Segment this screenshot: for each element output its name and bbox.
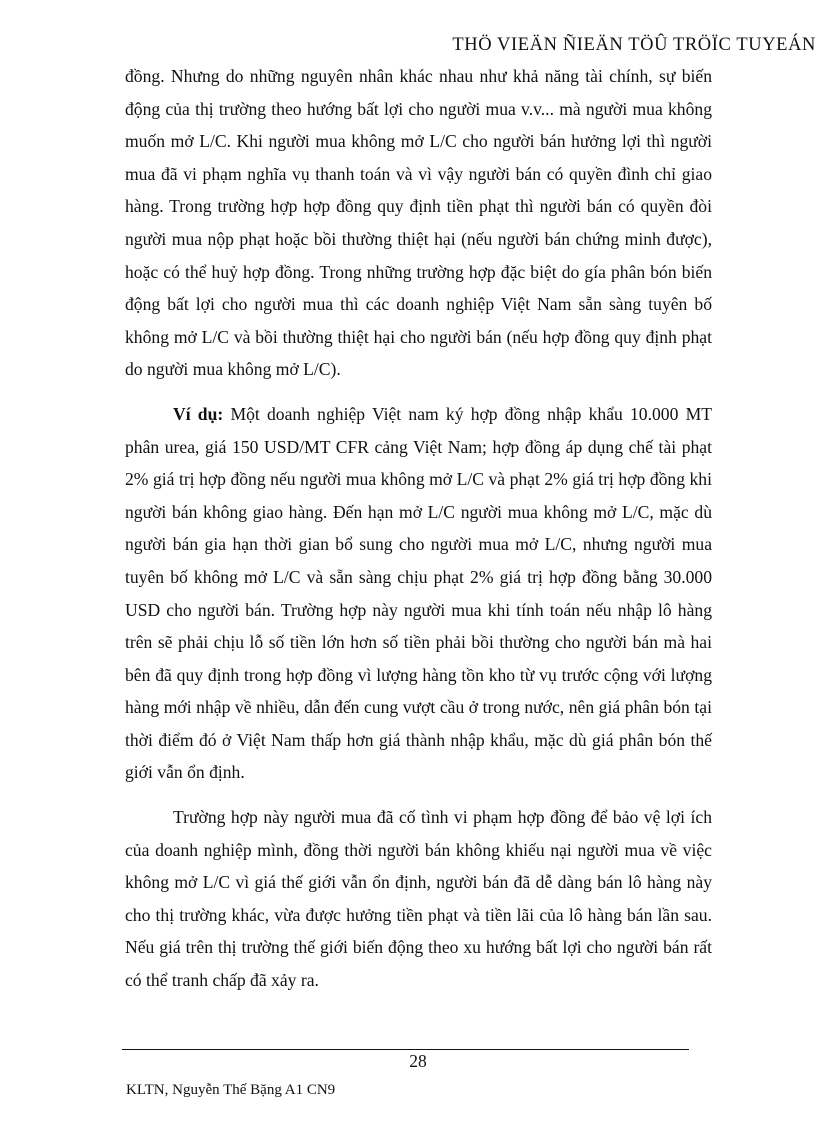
paragraph-conclusion: Trường hợp này người mua đã cố tình vi phạm hợp đồng để bảo vệ lợi ích của doanh nghiệp mình, đồng thời người bán không khiếu nại người mua về việc không mở L/C vì giá thế giới vẫn ổn định, người bán đã dễ dàng bán lô hàng này cho thị trường khác, vừa được hưởng tiền phạt và tiền lãi của lô hàng bán lần sau. Nếu giá trên thị trường thế giới biến động theo xu hướng bất lợi cho người bán rất có thể tranh chấp đã xảy ra. (125, 807, 712, 991)
footer-author-line: KLTN, Nguyễn Thế Bặng A1 CN9 (126, 1082, 336, 1098)
example-label: Ví dụ: (173, 403, 224, 424)
page-number: 28 (409, 1051, 427, 1071)
paragraph-continuation: đồng. Nhưng do những nguyên nhân khác nhau như khả năng tài chính, sự biến động của thị trường theo hướng bất lợi cho người mua v.v... mà người mua không muốn mở L/C. Khi người mua không mở L/C cho người bán hưởng lợi thì người mua đã vi phạm nghĩa vụ thanh toán và vì vậy người bán có quyền đình chỉ giao hàng. Trong trường hợp hợp đồng quy định tiền phạt thì người bán có quyền đòi người mua nộp phạt hoặc bồi thường thiệt hại (nếu người bán chứng minh được), hoặc có thể huỷ hợp đồng. Trong những trường hợp đặc biệt do gía phân bón biến động bất lợi cho người mua thì các doanh nghiệp Việt Nam sẵn sàng tuyên bố không mở L/C và bồi thường thiệt hại cho người bán (nếu hợp đồng quy định phạt do người mua không mở L/C). (125, 66, 712, 380)
example-text: Một doanh nghiệp Việt nam ký hợp đồng nhập khẩu 10.000 MT phân urea, giá 150 USD/MT CFR cảng Việt Nam; hợp đồng áp dụng chế tài phạt 2% giá trị hợp đồng nếu người mua không mở L/C và phạt 2% giá trị hợp đồng khi người bán không giao hàng. Đến hạn mở L/C người mua không mở L/C, mặc dù người bán gia hạn thời gian bổ sung cho người mua mở L/C, nhưng người mua tuyên bố không mở L/C và sẵn sàng chịu phạt 2% giá trị hợp đồng bằng 30.000 USD cho người bán. Trường hợp này người mua khi tính toán nếu nhập lô hàng trên sẽ phải chịu lỗ số tiền lớn hơn số tiền phải bồi thường cho người bán mà hai bên đã quy định trong hợp đồng vì lượng hàng tồn kho từ vụ trước cộng với lượng hàng mới nhập về nhiều, dẫn đến cung vượt cầu ở trong nước, nên giá phân bón tại thời điểm đó ở Việt Nam thấp hơn giá thành nhập khẩu, mặc dù giá phân bón thế giới vẫn ổn định. (125, 403, 712, 783)
page-header-title: THÖ VIEÄN ÑIEÄN TÖÛ TRÖÏC TUYEÁN (452, 35, 816, 55)
document-body (125, 60, 712, 1009)
paragraph-example (125, 398, 712, 789)
